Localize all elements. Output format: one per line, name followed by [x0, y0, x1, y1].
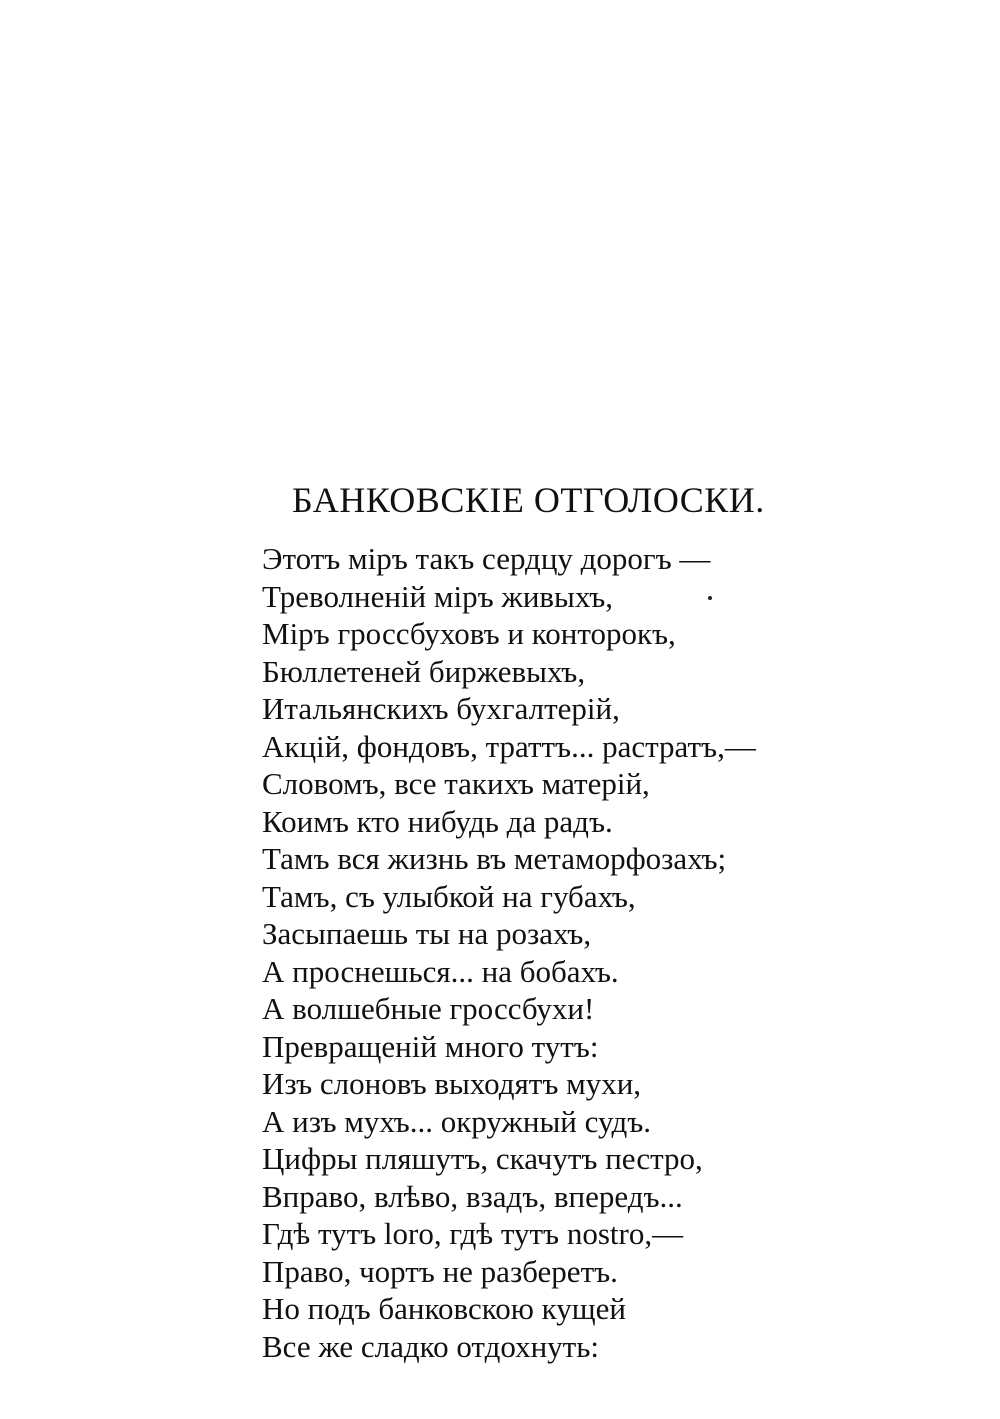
poem-line: Тамъ, съ улыбкой на губахъ, — [262, 878, 636, 914]
poem-line: Превращеній много тутъ: — [262, 1028, 599, 1064]
poem-line: Итальянскихъ бухгалтерій, — [262, 691, 620, 726]
poem-body — [262, 540, 782, 1365]
poem-line: Цифры пляшутъ, скачутъ пестро, — [262, 1141, 703, 1176]
poem-line: Словомъ, все такихъ матерій, — [262, 766, 650, 801]
poem-line: Коимъ кто нибудь да радъ. — [262, 803, 613, 839]
poem-line: Все же сладко отдохнуть: — [262, 1328, 599, 1364]
poem-title: БАНКОВСКІЕ ОТГОЛОСКИ. — [292, 480, 765, 520]
poem-line: Но подъ банковскою кущей — [262, 1291, 626, 1326]
poem-line: Акцій, фондовъ, траттъ... растратъ,— — [262, 728, 756, 764]
poem-line: Міръ гроссбуховъ и конторокъ, — [262, 616, 676, 651]
poem-line: Этотъ міръ такъ сердцу дорогъ — — [262, 541, 711, 576]
poem-line: Вправо, влѣво, взадъ, впередъ... — [262, 1178, 683, 1214]
poem-line: Гдѣ тутъ loro, гдѣ тутъ nostro,— — [262, 1216, 684, 1251]
poem-line: Засыпаешь ты на розахъ, — [262, 916, 592, 951]
poem-line: Право, чортъ не разберетъ. — [262, 1253, 618, 1289]
poem-line: Тамъ вся жизнь въ метаморфозахъ; — [262, 841, 727, 876]
poem-line: Изъ слоновъ выходятъ мухи, — [262, 1066, 642, 1101]
poem-line: Треволненій міръ живыхъ, — [262, 578, 613, 614]
poem-line: А волшебные гроссбухи! — [262, 991, 595, 1026]
poem-line: А проснешься... на бобахъ. — [262, 953, 619, 989]
poem-line: А изъ мухъ... окружный судъ. — [262, 1103, 652, 1139]
poem-line: Бюллетеней биржевыхъ, — [262, 653, 586, 689]
